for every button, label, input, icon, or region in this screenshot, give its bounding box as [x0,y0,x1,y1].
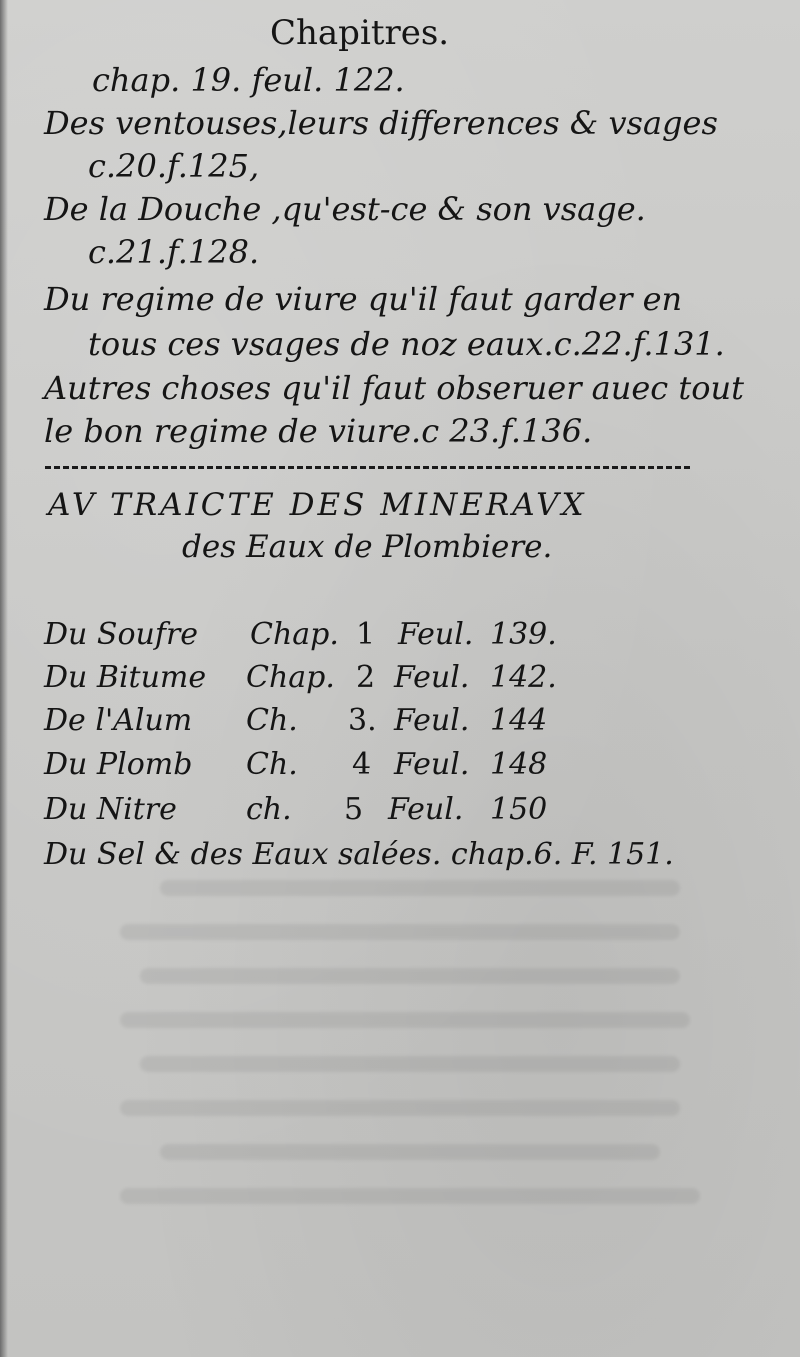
mineral-name: Du Nitre [44,792,177,827]
chapter-number: 5 [344,792,364,827]
mineral-name: Du Soufre [44,617,199,652]
mineral-name: De l'Alum [44,703,193,738]
contents-line: Autres choses qu'il faut obseruer auec tout [44,369,744,407]
last-entry: Du Sel & des Eaux salées. chap.6. F. 151. [44,837,674,872]
section-divider [45,466,690,469]
contents-line: tous ces vsages de noz eaux.c.22.f.131. [88,325,725,363]
folio-number: 150 [490,792,548,827]
chapter-number: 2 [356,660,376,695]
folio-number: 142. [490,660,557,695]
section-subtitle: des Eaux de Plombiere. [182,529,553,565]
chapter-label: ch. [246,792,292,827]
folio-label: Feul. [388,792,464,827]
folio-label: Feul. [394,660,470,695]
chapter-label: Chap. [250,617,339,652]
chapter-number: 4 [352,747,372,782]
folio-label: Feul. [398,617,474,652]
contents-line: De la Douche ,qu'est-ce & son vsage. [44,190,646,228]
chapter-number: 3. [348,703,377,738]
page-header: Chapitres. [270,13,450,53]
chapter-number: 1 [356,617,376,652]
contents-line: c.21.f.128. [88,233,260,271]
folio-number: 148 [490,747,548,782]
show-through-text [80,880,720,1260]
contents-line: le bon regime de viure.c 23.f.136. [44,412,593,450]
chapter-label: Ch. [246,747,298,782]
chapter-label: Ch. [246,703,298,738]
folio-number: 144 [490,703,548,738]
contents-line: Des ventouses,leurs differences & vsages [44,104,718,142]
page-spine-shadow [0,0,8,1357]
folio-number: 139. [490,617,557,652]
contents-line: chap. 19. feul. 122. [92,61,405,99]
folio-label: Feul. [394,747,470,782]
folio-label: Feul. [394,703,470,738]
mineral-name: Du Bitume [44,660,207,695]
section-title: AV TRAICTE DES MINERAVX [48,487,587,523]
chapter-label: Chap. [246,660,335,695]
contents-line: Du regime de viure qu'il faut garder en [44,280,683,318]
mineral-name: Du Plomb [44,747,193,782]
contents-line: c.20.f.125, [88,147,260,185]
